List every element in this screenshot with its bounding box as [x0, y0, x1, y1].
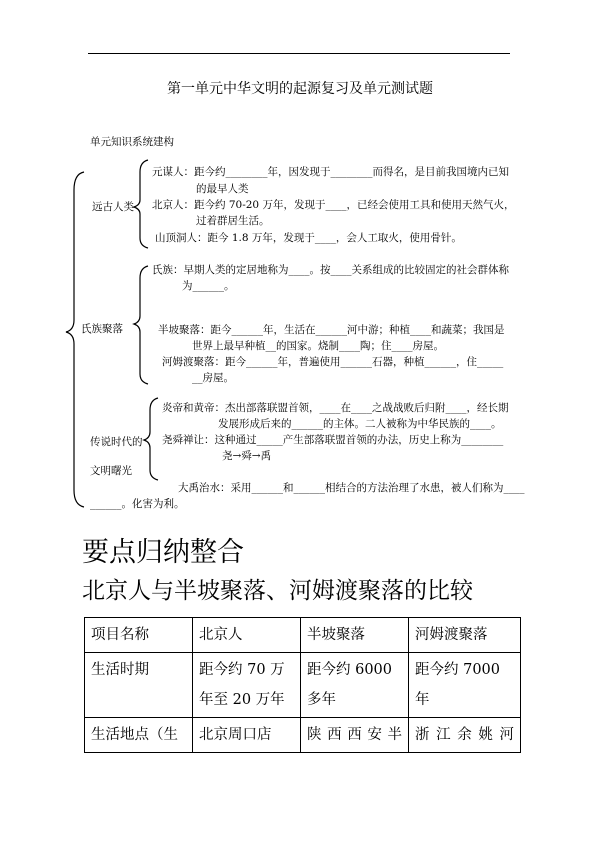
summary-heading: 要点归纳整合	[82, 537, 244, 568]
legend-line-1: 炎帝和黄帝：杰出部落联盟首领，____在____之战战败后归附____，经长期	[162, 402, 509, 414]
table-header-cell: 项目名称	[85, 618, 193, 653]
table-header-cell: 北京人	[193, 618, 301, 653]
table-cell: 浙江余姚河	[409, 718, 521, 753]
legend-brace	[144, 398, 158, 480]
ancient-line-2: 的最早人类	[196, 183, 249, 195]
legend-line-3: 尧舜禅让：这种通过_____产生部落联盟首领的办法，历史上称为________	[162, 434, 504, 446]
ancient-line-1: 元谋人：距今约________年，因发现于________而得名，是目前我国境内已知	[152, 166, 509, 178]
group-label-legend-1: 传说时代的	[90, 436, 143, 448]
ancient-line-3: 北京人：距今约 70-20 万年，发现于____，已经会使用工具和使用天然气火，	[152, 199, 515, 211]
table-cell: 生活时期	[85, 653, 193, 718]
group-label-clan: 氏族聚落	[81, 323, 123, 335]
group-label-legend-2: 文明曙光	[90, 465, 132, 477]
legend-line-6: ______。化害为利。	[90, 498, 185, 510]
outer-brace	[66, 172, 84, 507]
group-label-ancient: 远古人类	[92, 201, 134, 213]
legend-line-2: 发展形成后来的______的主体。二人被称为中华民族的____。	[218, 418, 502, 430]
ancient-brace	[134, 160, 148, 248]
clan-line-5: 河姆渡聚落：距今______年，普遍使用______石器，种植______，住_____	[162, 356, 504, 368]
comparison-table	[84, 617, 521, 753]
table-header-cell: 半坡聚落	[301, 618, 409, 653]
table-row	[85, 718, 521, 753]
clan-line-6: __房屋。	[192, 372, 234, 384]
table-cell: 距今约 7000 年	[409, 653, 521, 718]
table-row	[85, 653, 521, 718]
section-label: 单元知识系统建构	[90, 136, 174, 148]
legend-line-4: 尧→舜→禹	[222, 450, 272, 462]
ancient-line-4: 过着群居生活。	[196, 215, 270, 227]
table-cell: 生活地点（生	[85, 718, 193, 753]
clan-line-1: 氏族：早期人类的定居地称为____。按____关系组成的比较固定的社会群体称	[152, 264, 509, 276]
clan-line-4: 世界上最早种植__的国家。烧制____陶；住____房屋。	[192, 340, 444, 352]
clan-brace	[134, 266, 148, 384]
table-cell: 距今约 70 万年至 20 万年	[193, 653, 301, 718]
table-header-cell: 河姆渡聚落	[409, 618, 521, 653]
table-cell: 陕西西安半	[301, 718, 409, 753]
ancient-line-5: 山顶洞人：距今 1.8 万年，发现于____，会人工取火，使用骨针。	[155, 232, 462, 244]
comparison-heading: 北京人与半坡聚落、河姆渡聚落的比较	[82, 578, 473, 604]
page-title: 第一单元中华文明的起源复习及单元测试题	[167, 81, 433, 97]
table-cell: 北京周口店	[193, 718, 301, 753]
clan-line-2: 为______。	[182, 280, 235, 292]
legend-line-5: 大禹治水：采用______和______相结合的方法治理了水患，被人们称为____	[178, 482, 525, 494]
table-header-row	[85, 618, 521, 653]
table-cell: 距今约 6000 多年	[301, 653, 409, 718]
clan-line-3: 半坡聚落：距今______年，生活在______河中游；种植____和蔬菜；我国是	[158, 324, 505, 336]
